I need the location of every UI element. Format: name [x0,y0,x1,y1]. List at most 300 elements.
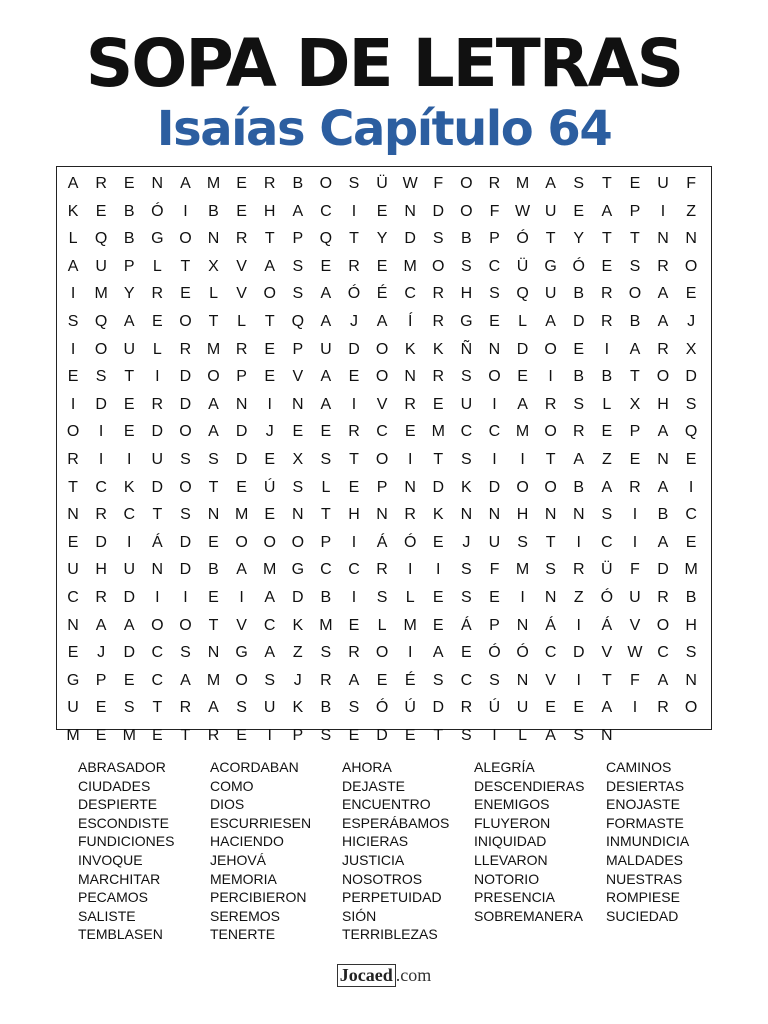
grid-cell: N [516,616,529,634]
grid-cell: E [685,450,697,468]
grid-cell: B [601,368,613,386]
grid-cell: T [601,230,612,248]
grid-cell: E [123,423,135,441]
grid-cell: A [264,257,276,275]
grid-cell: R [488,175,501,192]
grid-cell: B [208,202,219,220]
grid-cell: O [179,423,192,441]
grid-cell: Q [319,230,333,248]
grid-cell: B [461,230,472,248]
grid-cell: Ó [151,202,164,220]
letter-grid-box [56,166,712,744]
grid-cell: X [629,395,641,413]
word-list-item: COMO [210,777,254,794]
grid-cell: Á [461,616,472,634]
grid-cell: P [292,340,304,358]
grid-cell: R [95,175,107,192]
grid-cell: R [432,368,445,386]
grid-cell: B [573,285,585,303]
grid-cell: Ó [403,533,417,551]
grid-cell: S [180,644,191,662]
grid-cell: I [520,588,525,606]
grid-cell: Ó [375,699,389,717]
grid-cell: I [548,368,553,386]
grid-cell: Q [291,312,305,330]
word-list-item: HACIENDO [210,833,284,850]
grid-cell: I [604,340,610,358]
grid-cell: P [95,671,107,689]
grid-cell: Ó [516,230,529,248]
grid-cell: B [629,312,641,330]
word-list-item: NOSOTROS [342,870,423,887]
grid-cell: I [632,699,638,717]
grid-cell: U [657,175,669,192]
grid-cell: T [208,478,219,496]
grid-cell: R [657,340,669,358]
grid-cell: L [405,588,415,606]
grid-cell: A [601,478,613,496]
grid-cell: M [94,285,108,303]
grid-cell: E [123,671,135,689]
grid-cell: V [236,257,247,275]
grid-cell: C [601,533,613,551]
grid-cell: A [657,671,669,689]
grid-cell: E [348,368,360,386]
grid-cell: Ü [516,257,529,275]
grid-cell: U [67,561,79,579]
word-list-item: NUESTRAS [606,870,683,887]
grid-cell: Ú [488,699,501,717]
grid-cell: S [489,285,500,303]
grid-cell: I [407,561,413,579]
grid-cell: T [630,368,640,386]
grid-cell: T [68,478,78,496]
grid-cell: O [235,533,248,551]
grid-cell: W [514,202,531,220]
grid-cell: R [432,312,445,330]
grid-cell: S [573,726,585,744]
grid-cell: E [348,478,360,496]
grid-cell: A [123,616,135,634]
grid-cell: M [263,561,277,579]
grid-cell: R [544,395,557,413]
grid-cell: E [601,257,613,275]
grid-cell: C [460,671,473,689]
grid-cell: B [123,202,135,220]
grid-cell: O [207,368,220,386]
grid-cell: I [70,285,76,303]
grid-cell: C [95,478,107,496]
grid-cell: R [207,726,220,744]
grid-cell: Z [601,450,612,468]
grid-cell: L [68,230,78,248]
grid-cell: A [264,588,276,606]
grid-cell: R [263,175,276,192]
grid-cell: D [235,450,248,468]
word-list-item: HICIERAS [342,833,409,850]
grid-cell: E [404,726,416,744]
grid-cell: A [123,312,135,330]
grid-cell: O [375,450,389,468]
grid-cell: E [376,671,388,689]
grid-cell: M [234,506,249,524]
grid-cell: E [264,506,276,524]
grid-cell: S [573,175,585,192]
grid-cell: D [123,588,136,606]
grid-cell: O [516,478,529,496]
grid-cell: A [657,423,669,441]
word-list-item: TERRIBLEZAS [342,926,438,943]
grid-cell: S [67,312,79,330]
page-title: SOPA DE LETRAS [85,25,683,102]
grid-cell: G [151,230,164,248]
grid-cell: E [236,202,247,220]
word-list-item: DEJASTE [342,777,406,794]
grid-cell: R [657,588,669,606]
grid-cell: M [403,616,417,634]
grid-cell: O [291,533,305,551]
grid-cell: R [320,671,332,689]
grid-cell: A [517,395,528,413]
grid-cell: I [576,533,581,551]
grid-cell: K [123,478,135,496]
grid-cell: S [348,699,360,717]
grid-cell: P [629,202,641,220]
grid-cell: T [124,368,135,386]
grid-cell: E [545,699,556,717]
grid-cell: Ú [404,699,416,717]
word-list-item: MEMORIA [210,870,277,887]
grid-cell: S [461,726,472,744]
grid-cell: M [319,616,333,634]
grid-cell: E [320,257,332,275]
grid-cell: D [151,478,164,496]
grid-cell: N [657,230,669,248]
word-list-item: DESPIERTE [78,796,158,813]
word-list-item: PERPETUIDAD [342,889,442,906]
grid-cell: G [66,671,80,689]
word-list-item: ENCUENTRO [342,796,431,813]
word-list-item: MARCHITAR [78,870,161,887]
grid-cell: A [208,423,219,441]
grid-cell: I [407,450,413,468]
grid-cell: E [404,423,416,441]
grid-cell: X [685,340,697,358]
grid-cell: E [432,395,444,413]
grid-cell: A [67,175,79,192]
grid-cell: S [348,175,360,192]
grid-cell: E [573,202,585,220]
grid-cell: R [95,506,107,524]
grid-cell: I [632,506,638,524]
grid-cell: V [292,368,304,386]
grid-cell: S [517,533,528,551]
grid-cell: E [236,175,247,192]
grid-cell: D [292,588,304,606]
site-logo [0,964,768,987]
grid-cell: U [123,561,136,579]
grid-cell: R [348,257,360,275]
grid-cell: N [488,340,501,358]
grid-cell: D [488,478,501,496]
grid-cell: T [321,506,331,524]
grid-cell: V [236,616,247,634]
grid-cell: N [404,368,416,386]
grid-cell: J [265,423,274,441]
grid-cell: U [544,202,557,220]
grid-cell: K [404,340,416,358]
grid-cell: C [460,423,473,441]
grid-cell: I [98,450,104,468]
grid-cell: N [685,230,697,248]
grid-cell: J [687,312,696,330]
grid-cell: I [351,533,357,551]
grid-cell: A [545,726,556,744]
logo-suffix: .com [395,965,432,985]
grid-cell: B [685,588,697,606]
grid-cell: R [348,423,360,441]
grid-cell: I [70,395,76,413]
grid-cell: T [152,699,163,717]
grid-cell: R [572,423,585,441]
grid-cell: G [460,312,473,330]
grid-cell: D [376,726,388,744]
grid-cell: A [657,312,669,330]
grid-cell: M [122,726,136,744]
grid-cell: I [351,202,357,220]
word-list-item: LLEVARON [474,851,548,868]
grid-cell: O [179,616,192,634]
grid-cell: E [517,368,528,386]
grid-cell: D [432,699,445,717]
grid-cell: I [183,202,188,220]
grid-cell: N [292,506,304,524]
grid-cell: A [348,671,360,689]
grid-cell: G [235,644,248,662]
grid-cell: B [573,368,585,386]
grid-cell: E [208,588,219,606]
grid-cell: O [628,285,642,303]
grid-cell: S [461,368,472,386]
grid-cell: V [376,395,388,413]
grid-cell: E [489,588,500,606]
grid-cell: T [180,257,191,275]
grid-cell: N [235,395,248,413]
grid-cell: Ó [600,588,614,606]
grid-cell: I [155,368,160,386]
grid-cell: Y [573,230,585,248]
grid-cell: N [207,506,220,524]
grid-cell: U [67,699,79,717]
grid-cell: N [151,175,164,192]
grid-cell: R [179,340,192,358]
grid-cell: O [179,478,192,496]
grid-cell: F [433,175,444,192]
grid-cell: R [348,644,360,662]
grid-cell: H [657,395,669,413]
grid-cell: O [375,368,389,386]
grid-cell: H [516,506,529,524]
grid-cell: S [95,368,107,386]
grid-cell: B [208,561,219,579]
grid-cell: F [686,175,696,192]
grid-cell: O [460,202,473,220]
grid-cell: R [629,478,641,496]
grid-cell: Q [94,230,108,248]
grid-cell: O [684,257,698,275]
grid-cell: E [236,726,247,744]
grid-cell: R [657,699,669,717]
grid-cell: A [601,699,613,717]
grid-cell: S [461,588,472,606]
grid-cell: Ó [572,257,585,275]
grid-cell: I [520,450,525,468]
grid-cell: S [489,671,500,689]
word-list-item: SOBREMANERA [474,907,583,924]
grid-cell: L [321,478,331,496]
grid-cell: X [208,257,219,275]
grid-cell: H [95,561,107,579]
grid-cell: Ü [376,175,388,192]
grid-cell: E [236,478,247,496]
grid-cell: A [320,395,332,413]
grid-cell: U [544,285,557,303]
word-list-item: ESPERÁBAMOS [342,814,450,831]
grid-cell: S [685,644,697,662]
grid-cell: E [292,423,304,441]
grid-cell: J [462,533,471,551]
grid-cell: S [320,726,332,744]
grid-cell: O [656,616,670,634]
grid-cell: I [436,561,441,579]
grid-cell: T [630,230,640,248]
grid-cell: C [263,616,276,634]
grid-cell: Z [292,644,303,662]
grid-cell: E [348,726,360,744]
grid-cell: T [349,230,359,248]
grid-cell: I [98,423,104,441]
grid-cell: E [685,285,697,303]
grid-cell: Z [686,202,696,220]
grid-cell: E [67,368,79,386]
grid-cell: N [207,644,220,662]
grid-cell: E [348,616,360,634]
grid-cell: Z [573,588,584,606]
grid-cell: M [684,561,698,579]
grid-cell: O [179,312,192,330]
grid-cell: I [127,533,132,551]
grid-cell: M [515,561,530,579]
grid-cell: A [320,312,332,330]
grid-cell: C [488,423,501,441]
grid-cell: F [489,202,500,220]
word-list-item: INVOQUE [78,851,143,868]
grid-cell: Ú [263,478,276,496]
grid-cell: R [151,285,164,303]
word-list-item: SIÓN [342,907,377,924]
grid-cell: S [545,561,556,579]
grid-cell: P [320,533,332,551]
grid-cell: N [460,506,473,524]
grid-cell: E [573,340,585,358]
grid-cell: N [404,478,416,496]
grid-cell: S [208,450,219,468]
grid-cell: Q [684,423,698,441]
grid-cell: Q [94,312,108,330]
grid-cell: L [518,312,527,330]
grid-cell: N [207,230,220,248]
grid-cell: C [404,285,416,303]
word-list-item: FORMASTE [606,814,684,831]
grid-cell: O [66,423,80,441]
grid-cell: H [263,202,276,220]
grid-cell: D [95,533,107,551]
grid-cell: P [292,726,304,744]
grid-cell: R [376,561,388,579]
grid-cell: T [208,616,219,634]
grid-cell: I [351,588,357,606]
grid-cell: O [179,230,192,248]
grid-cell: S [376,588,388,606]
grid-cell: P [123,257,135,275]
grid-cell: M [431,423,445,441]
grid-cell: R [179,699,192,717]
grid-cell: E [376,202,388,220]
logo-main: Jocaed [337,964,396,987]
grid-cell: R [95,588,107,606]
grid-cell: T [545,533,556,551]
grid-cell: I [267,726,272,744]
grid-cell: O [544,340,557,358]
grid-cell: E [95,202,107,220]
grid-cell: S [236,699,247,717]
grid-cell: E [264,368,276,386]
grid-cell: D [123,644,136,662]
grid-cell: A [180,671,191,689]
word-list-item: CAMINOS [606,759,672,775]
grid-cell: I [492,395,497,413]
grid-cell: A [180,175,191,192]
grid-cell: Ü [601,561,613,579]
grid-cell: A [657,533,669,551]
grid-cell: Ó [516,644,529,662]
grid-cell: U [151,450,164,468]
grid-cell: R [235,230,248,248]
grid-cell: D [179,561,192,579]
grid-cell: P [292,230,304,248]
grid-cell: N [544,588,557,606]
grid-cell: R [67,450,79,468]
grid-cell: É [376,285,388,303]
word-list-item: INIQUIDAD [474,833,547,850]
grid-cell: W [402,175,418,192]
grid-cell: Q [516,285,529,303]
grid-cell: U [95,257,107,275]
grid-cell: O [544,478,557,496]
word-list-item: ACORDABAN [210,759,299,775]
grid-cell: I [351,395,357,413]
grid-cell: I [267,395,272,413]
grid-cell: T [545,230,556,248]
grid-cell: I [127,450,132,468]
grid-cell: E [180,285,191,303]
grid-cell: N [516,671,529,689]
grid-cell: M [403,257,417,275]
grid-cell: C [488,257,501,275]
grid-cell: S [601,506,613,524]
grid-cell: I [492,726,497,744]
grid-cell: V [545,671,556,689]
